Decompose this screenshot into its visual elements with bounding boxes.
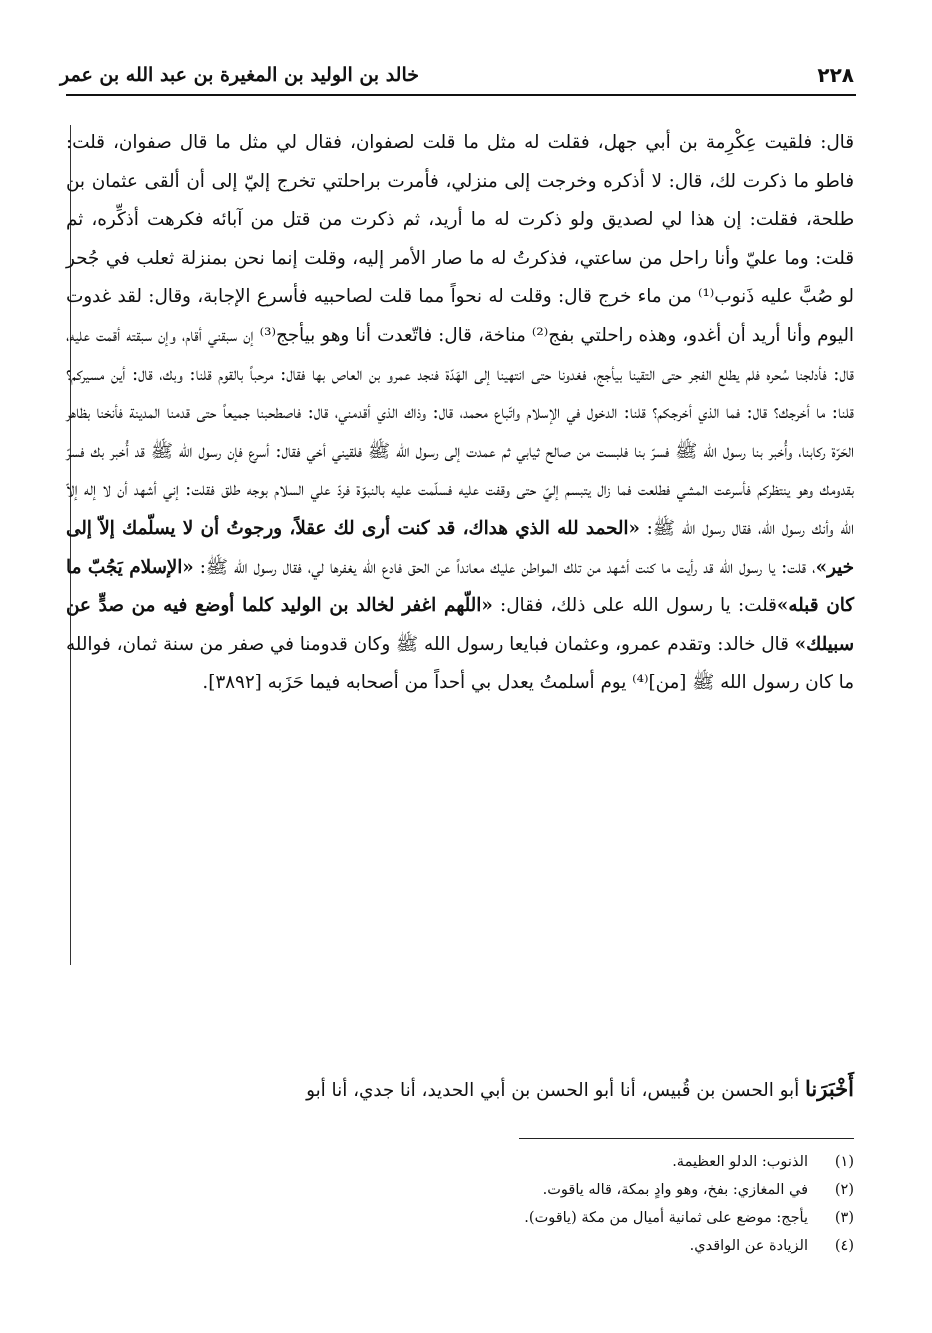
header-rule xyxy=(66,94,856,96)
footnote-rule xyxy=(519,1138,854,1139)
footnote xyxy=(66,1204,854,1232)
text-run: أبو الحسن بن قُبيس، أنا أبو الحسن بن أبي الحديد، أنا جدي، أنا أبو xyxy=(306,1080,806,1101)
footnote xyxy=(66,1148,854,1176)
main-text xyxy=(66,124,854,703)
hadith-quote: «اللّهم اغفر لخالد بن الوليد كلما أوضع فيه من صدٍّ عن سبيلك» xyxy=(66,595,854,655)
text-run: قال خالد: وتقدم عمرو، وعثمان فبايعا رسول الله ﷺ وكان قدومنا في صفر من سنة ثمان، فوالله ما كان رسول الله ﷺ [من]⁽⁴⁾ يوم أسلمتُ يعدل بي أحداً من أصحابه فيما حَزَبه [٣٨٩٢]. xyxy=(66,633,854,694)
footnote-text: الذنوب: الدلو العظيمة. xyxy=(672,1154,808,1170)
paragraph-2 xyxy=(66,1070,854,1110)
footnote-text: الزيادة عن الواقدي. xyxy=(689,1238,808,1254)
running-title: خالد بن الوليد بن المغيرة بن عبد الله بن عمر xyxy=(60,64,419,86)
footnote-text: يأجج: موضع على ثمانية أميال من مكة (ياقوت). xyxy=(524,1210,808,1226)
footnote-text: في المغازي: بفخ، وهو وادٍ بمكة، قاله ياقوت. xyxy=(542,1182,808,1198)
footnote-number: (٣) xyxy=(834,1210,854,1226)
footnote xyxy=(66,1176,854,1204)
page-header xyxy=(60,58,854,92)
hadith-quote: «الحمد لله الذي هداك، قد كنت أرى لك عقلاً، ورجوتُ أن لا يسلّمك إلاّ إلى خير» xyxy=(66,517,854,578)
footnotes xyxy=(66,1148,854,1260)
footnote-number: (٤) xyxy=(834,1238,854,1254)
paragraph xyxy=(66,124,854,703)
footnote-number: (١) xyxy=(834,1154,854,1170)
text-run: قال: فلقيت عِكْرِمة بن أبي جهل، فقلت له مثل ما قلت لصفوان، فقال لي مثل ما قال صفوان، قلت: فاطو ما ذكرت لك، قال: لا أذكره وخرجت إلى منزلي، فأمرت براحلتي تخرج إليّ إلى أن ألقى عثمان بن طلحة، فقلت: إن هذا لي لصديق ولو ذكرت له ما أريد، ثم ذكرت من قتل من آبائه فكرهت أذكِّره، ثم قلت: وما عليّ وأنا راحل من ساعتي، فذكرتُ له ما صار الأمر إليه، وقلت إنما نحن بمنزلة ثعلب في جُحر لو صُبَّ عليه ذَنوب⁽¹⁾ من ماء خرج قال: وقلت له نحواً مما قلت لصاحبيه فأسرع الإجابة، وقال: لقد غدوت اليوم وأنا أريد أن أغدو، وهذه راحلتي بفج⁽²⁾ مناخة، قال: فاتّعدت أنا وهو بيأجج⁽³⁾ إن سبقني أقام، وإن سبقته أقمت عليه، قال: فأدلجنا سُحره فلم يطلع الفجر حتى التقينا بيأجج، فغدونا حتى انتهينا إلى الهَدّة فنجد عمرو بن العاص بها فقال: مرحباً بالقوم قلنا: وبك، قال: أين مسيركم؟ قلنا: ما أخرجك؟ قال: فما الذي أخرجكم؟ قلنا: الدخول في الإسلام واتّباع محمد، قال: وذاك الذي أقدمني، قال: فاصطحبنا جميعاً حتى قدمنا المدينة فأنخنا بظاهر الحَرّة ركابنا، وأُخبر بنا رسول الله ﷺ فسرّ بنا فلبست من صالح ثيابي ثم عمدت إلى رسول الله ﷺ فلقيني أخي فقال: أسرع فإن رسول الله ﷺ قد أُخبر بك فسرّ بقدومك وهو ينتظركم فأسرعت المشي فطلعت فما زال يتبسم إليّ حتى وقفت عليه فسلّمت عليه بالنبوّة فردّ علي السلام بوجه طلق فقلت: إني أشهد أن لا إله إلاّ الله وأنك رسول الله، فقال رسول الله ﷺ: xyxy=(66,132,855,539)
lead-word: أَخْبَرَنا xyxy=(805,1076,854,1101)
page-number: ٢٢٨ xyxy=(817,63,854,87)
text-run: قلت: يا رسول الله على ذلك، فقال: xyxy=(492,595,777,617)
footnote-number: (٢) xyxy=(834,1182,854,1198)
footnote xyxy=(66,1232,854,1260)
text-run: ، قلت: يا رسول الله قد رأيت ما كنت أشهد من تلك المواطن عليك معانداً عن الحق فادع الله يغفرها لي، فقال رسول الله ﷺ: xyxy=(193,556,816,578)
hadith-quote: «الإسلام يَجُبّ ما كان قبله» xyxy=(66,556,854,617)
